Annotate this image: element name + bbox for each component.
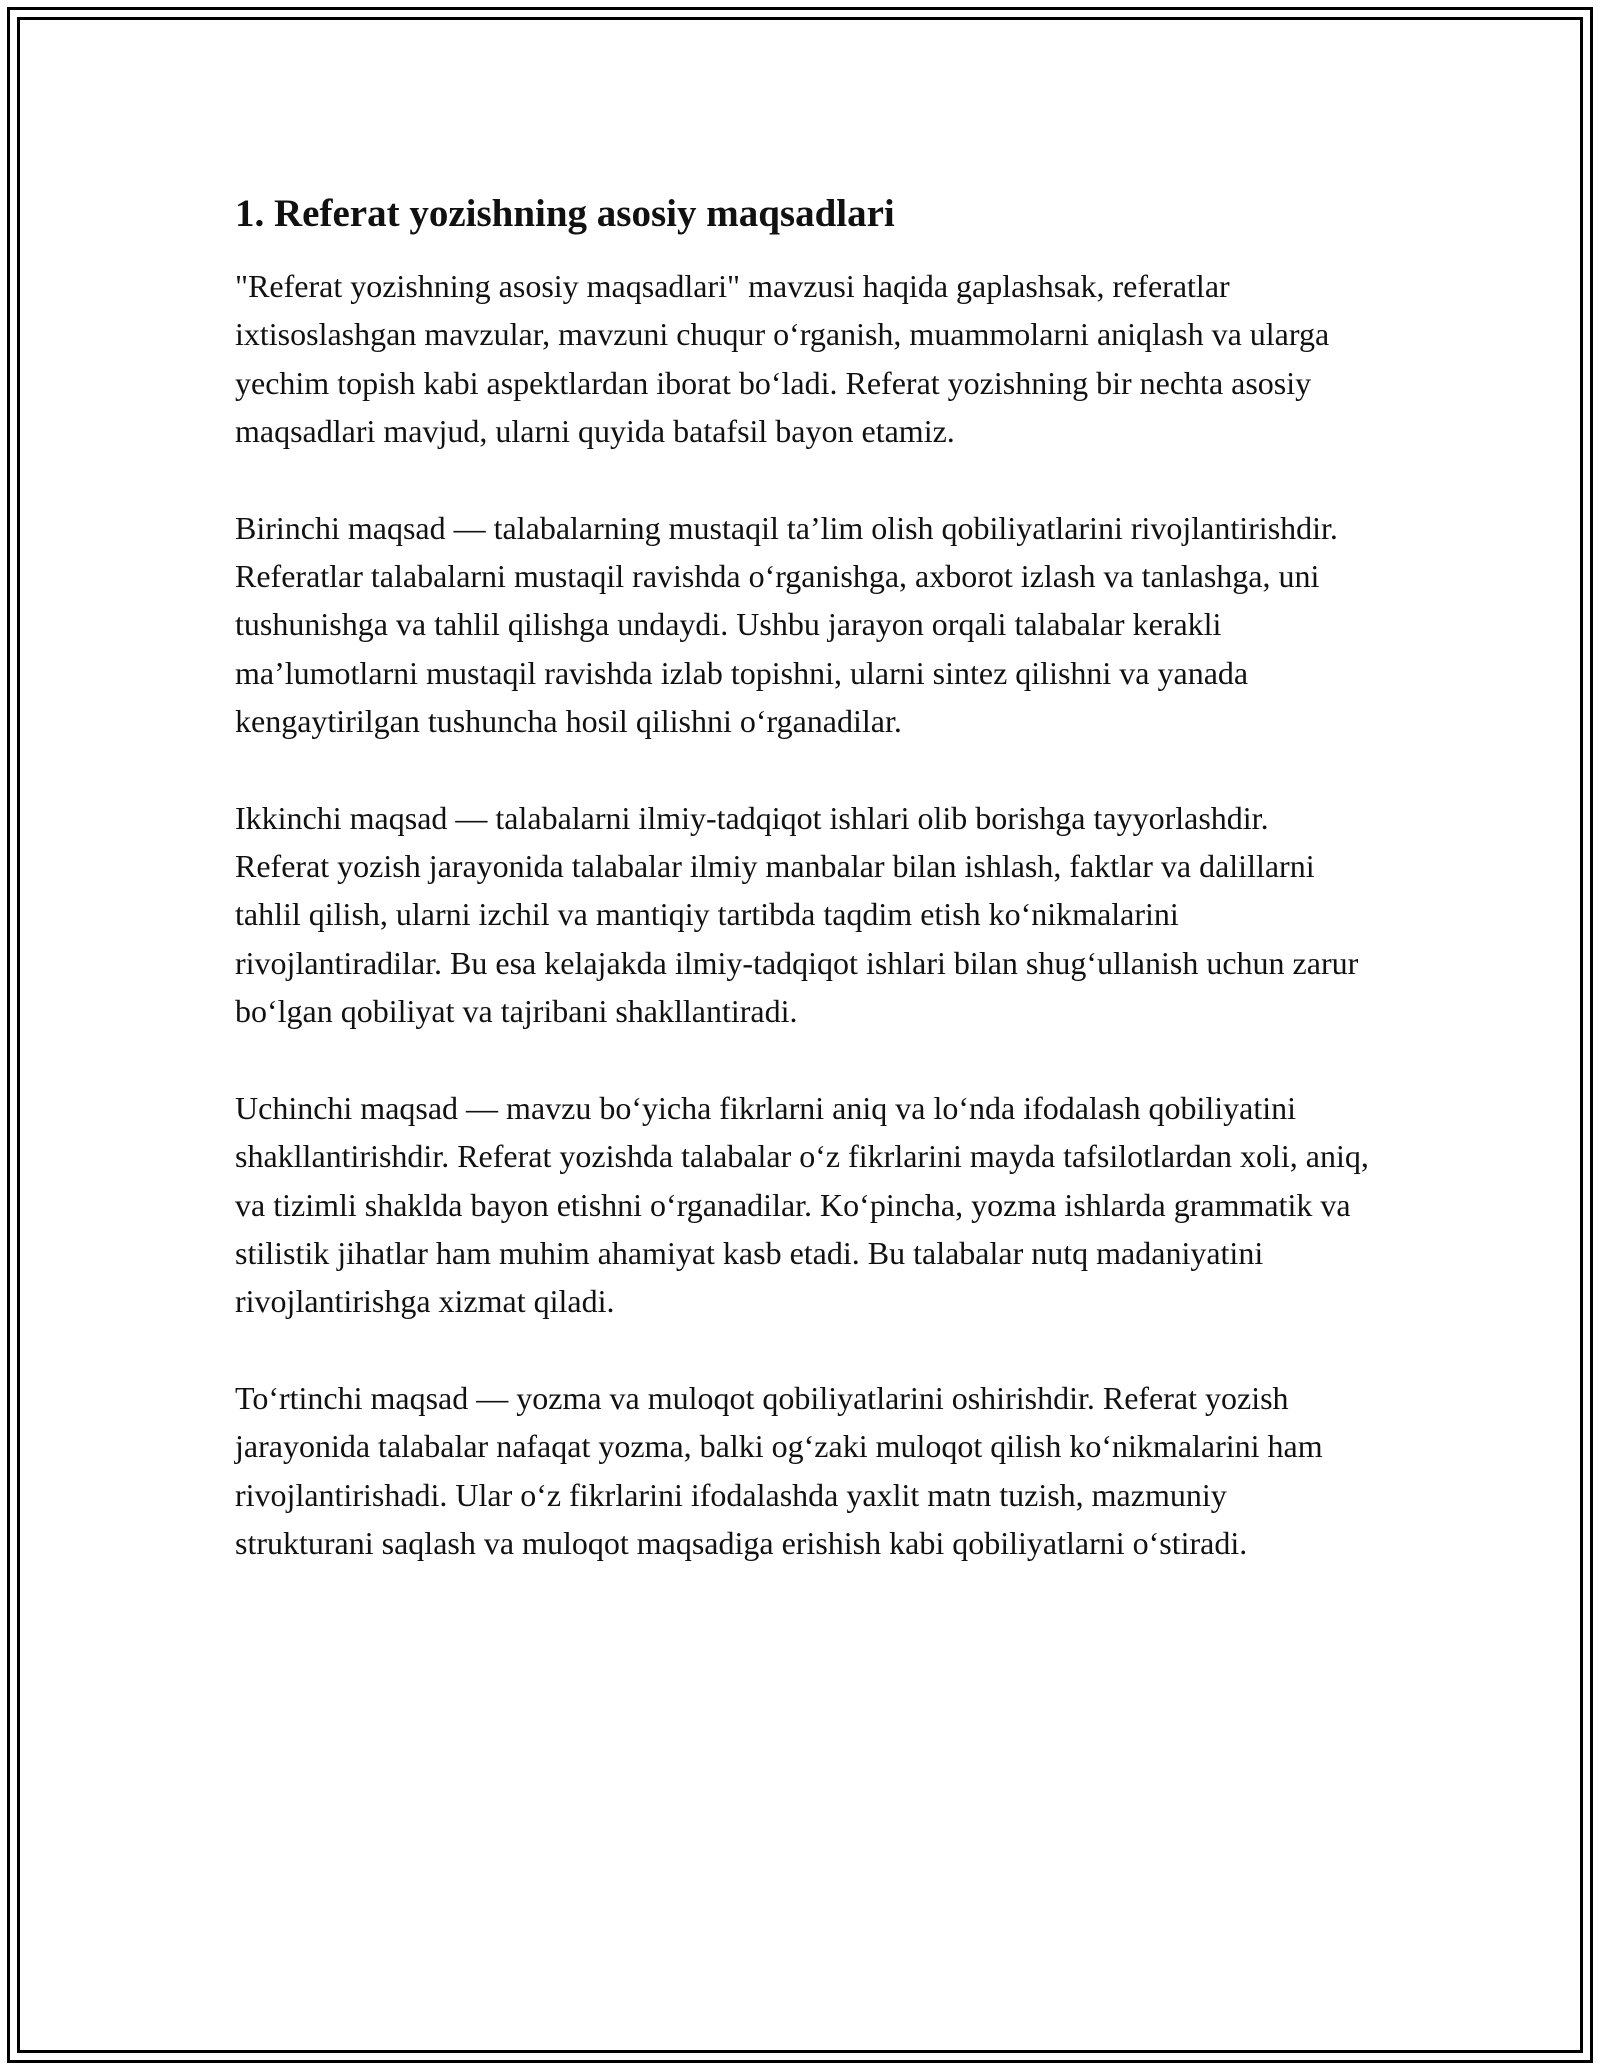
paragraph-third-goal: Uchinchi maqsad — mavzu bo‘yicha fikrlarni aniq va lo‘nda ifodalash qobiliyatini shakllantirishdir. Referat yozishda talabalar o‘z fikrlarini mayda tafsilotlardan xoli, aniq, va tizimli shaklda bayon etishni o‘rganadilar. Ko‘pincha, yozma ishlarda grammatik va stilistik jihatlar ham muhim ahamiyat kasb etadi. Bu talabalar nutq madaniyatini rivojlantirishga xizmat qiladi. (235, 1089, 1369, 1320)
paragraph-second-goal: Ikkinchi maqsad — talabalarni ilmiy-tadqiqot ishlari olib borishga tayyorlashdir. Referat yozish jarayonida talabalar ilmiy manbalar bilan ishlash, faktlar va dalillarni tahlil qilish, ularni izchil va mantiqiy tartibda taqdim etish ko‘nikmalarini rivojlantiradilar. Bu esa kelajakda ilmiy-tadqiqot ishlari bilan shug‘ullanish uchun zarur bo‘lgan qobiliyat va tajribani shakllantiradi. (235, 799, 1359, 1030)
paragraph-fourth-goal: To‘rtinchi maqsad — yozma va muloqot qobiliyatlarini oshirishdir. Referat yozish jarayonida talabalar nafaqat yozma, balki og‘zaki muloqot qilish ko‘nikmalarini ham rivojlantirishadi. Ular o‘z fikrlarini ifodalashda yaxlit matn tuzish, mazmuniy strukturani saqlash va muloqot maqsadiga erishish kabi qobiliyatlarni o‘stiradi. (235, 1379, 1323, 1561)
document-body (235, 188, 1370, 1615)
paragraph-first-goal: Birinchi maqsad — talabalarning mustaqil ta’lim olish qobiliyatlarini rivojlantirishdir. Referatlar talabalarni mustaqil ravishda o‘rganishga, axborot izlash va tanlashga, uni tushunishga va tahlil qilishga undaydi. Ushbu jarayon orqali talabalar kerakli ma’lumotlarni mustaqil ravishda izlab topishni, ularni sintez qilishni va yanada kengaytirilgan tushuncha hosil qilishni o‘rganadilar. (235, 509, 1338, 740)
section-heading: 1. Referat yozishning asosiy maqsadlari (235, 192, 895, 235)
paragraph-intro: "Referat yozishning asosiy maqsadlari" mavzusi haqida gaplashsak, referatlar ixtisoslashgan mavzular, mavzuni chuqur o‘rganish, muammolarni aniqlash va ularga yechim topish kabi aspektlardan iborat bo‘ladi. Referat yozishning bir nechta asosiy maqsadlari mavjud, ularni quyida batafsil bayon etamiz. (235, 268, 1330, 450)
